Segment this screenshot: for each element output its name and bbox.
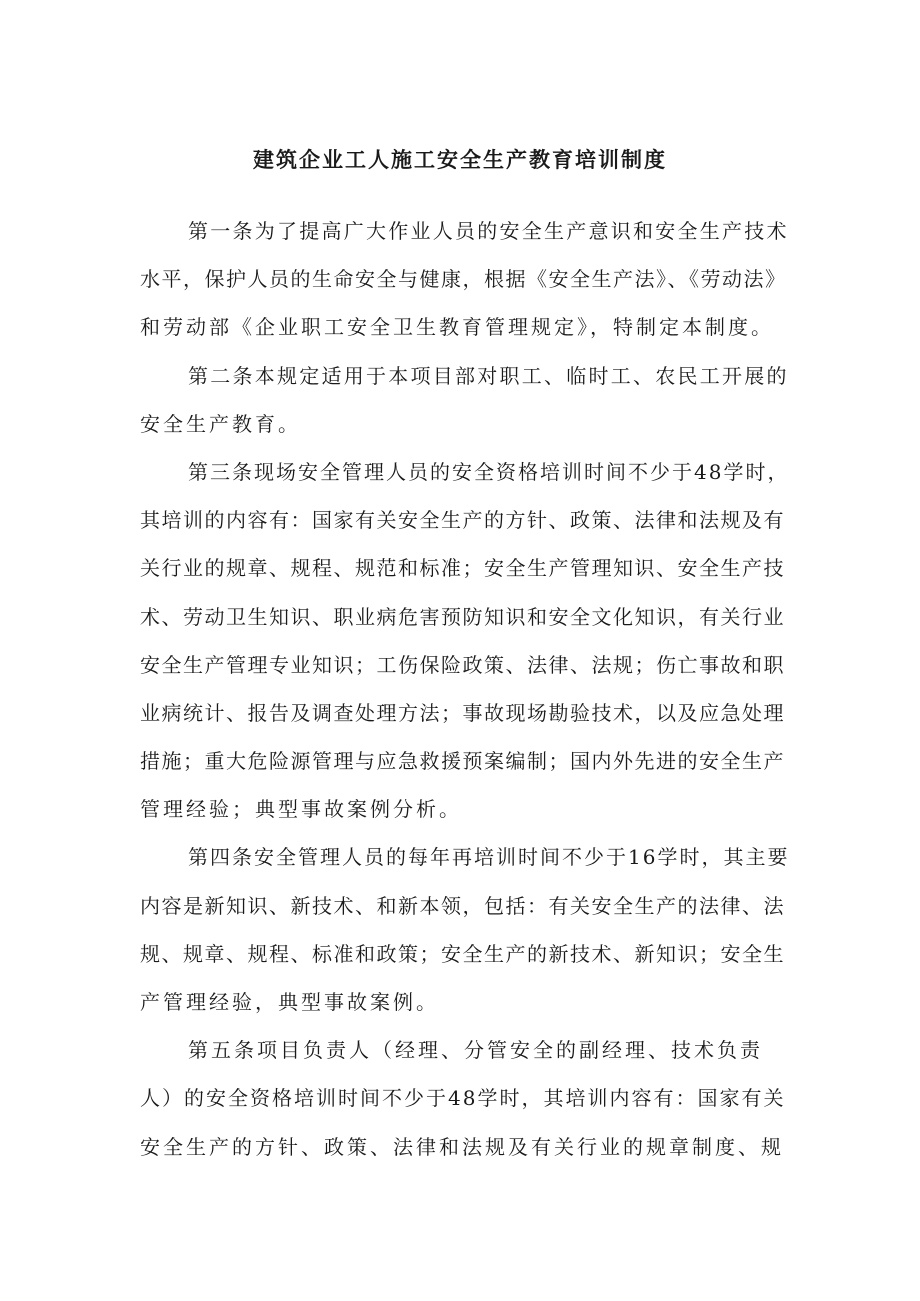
text-line: 关行业的规章、规程、规范和标准；安全生产管理知识、安全生产技 <box>140 556 785 581</box>
text-line: 第一条为了提高广大作业人员的安全生产意识和安全生产技术 <box>188 219 789 243</box>
article-2 <box>140 352 788 448</box>
text-line: 安全生产教育。 <box>140 411 301 436</box>
article-1 <box>140 207 788 352</box>
article-3 <box>140 448 788 834</box>
document-title: 建筑企业工人施工安全生产教育培训制度 <box>253 147 667 172</box>
text-line: 第三条现场安全管理人员的安全资格培训时间不少于48学时， <box>188 459 790 484</box>
text-line: 内容是新知识、新技术、和新本领，包括：有关安全生产的法律、法 <box>140 893 785 918</box>
text-line: 第四条安全管理人员的每年再培训时间不少于16学时，其主要 <box>188 845 790 870</box>
text-line: 业病统计、报告及调查处理方法；事故现场勘验技术，以及应急处理 <box>140 700 785 725</box>
article-5 <box>140 1026 788 1171</box>
article-4 <box>140 833 788 1026</box>
text-line: 第五条项目负责人（经理、分管安全的副经理、技术负责 <box>188 1038 763 1063</box>
text-line: 管理经验；典型事故案例分析。 <box>140 797 462 822</box>
text-line: 和劳动部《企业职工安全卫生教育管理规定》，特制定本制度。 <box>140 315 774 340</box>
text-line: 产管理经验，典型事故案例。 <box>140 990 439 1014</box>
document-body <box>140 207 788 1171</box>
text-line: 措施；重大危险源管理与应急救援预案编制；国内外先进的安全生产 <box>140 749 785 774</box>
text-line: 水平，保护人员的生命安全与健康，根据《安全生产法》、《劳动法》 <box>140 267 787 292</box>
text-line: 其培训的内容有：国家有关安全生产的方针、政策、法律和法规及有 <box>140 508 785 533</box>
text-line: 规、规章、规程、标准和政策；安全生产的新技术、新知识；安全生 <box>140 941 785 966</box>
text-line: 第二条本规定适用于本项目部对职工、临时工、农民工开展的 <box>188 363 789 388</box>
text-line: 术、劳动卫生知识、职业病危害预防知识和安全文化知识，有关行业 <box>140 604 785 629</box>
text-line: 安全生产管理专业知识；工伤保险政策、法律、法规；伤亡事故和职 <box>140 652 785 677</box>
text-line: 安全生产的方针、政策、法律和法规及有关行业的规章制度、规 <box>140 1134 784 1159</box>
text-line: 人）的安全资格培训时间不少于48学时，其培训内容有：国家有关 <box>140 1086 786 1111</box>
